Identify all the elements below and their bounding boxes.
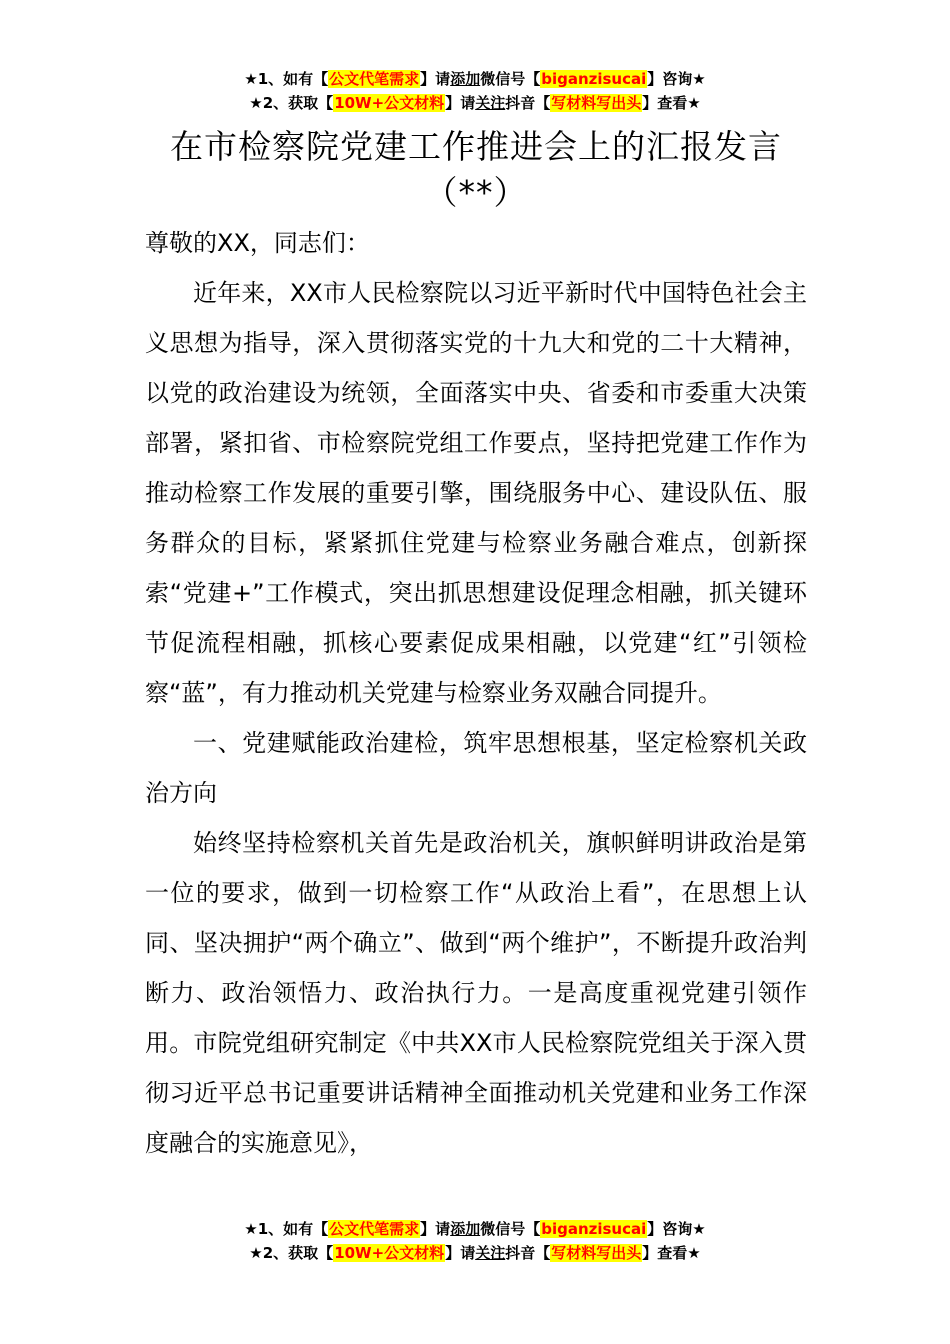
promo-text: 】查看★ [642,94,701,112]
promo-text: 】请 [445,94,476,112]
promo-text: 】咨询★ [647,1220,706,1238]
promo-highlight: biganzisucai [541,70,647,88]
promo-highlight: 公文代笔需求 [329,70,420,88]
promo-text: 微信号【 [480,1220,541,1238]
promo-text: ★2、获取【 [249,1244,334,1262]
document-title: 在市检察院党建工作推进会上的汇报发言（**） [170,127,782,212]
promo-highlight: biganzisucai [541,1220,647,1238]
promo-line-1 [0,1218,950,1242]
promo-underline: 关注 [475,94,506,112]
salutation: 尊敬的XX，同志们： [145,229,370,257]
promo-text: 抖音【 [505,1244,551,1262]
promo-text: 】咨询★ [647,70,706,88]
promo-highlight: 10W+公文材料 [334,94,445,112]
promo-underline: 关注 [475,1244,506,1262]
promo-highlight: 写材料写出头 [551,1244,642,1262]
promo-highlight: 10W+公文材料 [334,1244,445,1262]
promo-text: 】请 [420,70,451,88]
promo-text: 】请 [445,1244,476,1262]
promo-line-2 [0,92,950,116]
footer-promo-banner [0,1218,950,1266]
promo-underline: 添加 [450,1220,481,1238]
promo-highlight: 写材料写出头 [551,94,642,112]
section-heading-1: 一、党建赋能政治建检，筑牢思想根基，坚定检察机关政治方向 [145,729,807,807]
promo-line-1 [0,68,950,92]
promo-highlight: 公文代笔需求 [329,1220,420,1238]
paragraph-section-1: 始终坚持检察机关首先是政治机关，旗帜鲜明讲政治是第一位的要求，做到一切检察工作“从政治上看”，在思想上认同、坚决拥护“两个确立”、做到“两个维护”，不断提升政治判断力、政治领悟力、政治执行力。一是高度重视党建引领作用。市院党组研究制定《中共XX市人民检察院党组关于深入贯彻习近平总书记重要讲话精神全面推动机关党建和业务工作深度融合的实施意见》， [145,829,807,1157]
promo-text: ★1、如有【 [244,70,329,88]
document-body [145,124,807,1168]
promo-underline: 添加 [450,70,481,88]
promo-text: 】查看★ [642,1244,701,1262]
promo-text: 抖音【 [505,94,551,112]
promo-text: ★1、如有【 [244,1220,329,1238]
promo-line-2 [0,1242,950,1266]
header-promo-banner [0,68,950,116]
paragraph-intro: 近年来，XX市人民检察院以习近平新时代中国特色社会主义思想为指导，深入贯彻落实党的十九大和党的二十大精神，以党的政治建设为统领，全面落实中央、省委和市委重大决策部署，紧扣省、市检察院党组工作要点，坚持把党建工作作为推动检察工作发展的重要引擎，围绕服务中心、建设队伍、服务群众的目标，紧紧抓住党建与检察业务融合难点，创新探索“党建+”工作模式，突出抓思想建设促理念相融，抓关键环节促流程相融，抓核心要素促成果相融，以党建“红”引领检察“蓝”，有力推动机关党建与检察业务双融合同提升。 [145,279,807,707]
promo-text: 】请 [420,1220,451,1238]
promo-text: ★2、获取【 [249,94,334,112]
promo-text: 微信号【 [480,70,541,88]
